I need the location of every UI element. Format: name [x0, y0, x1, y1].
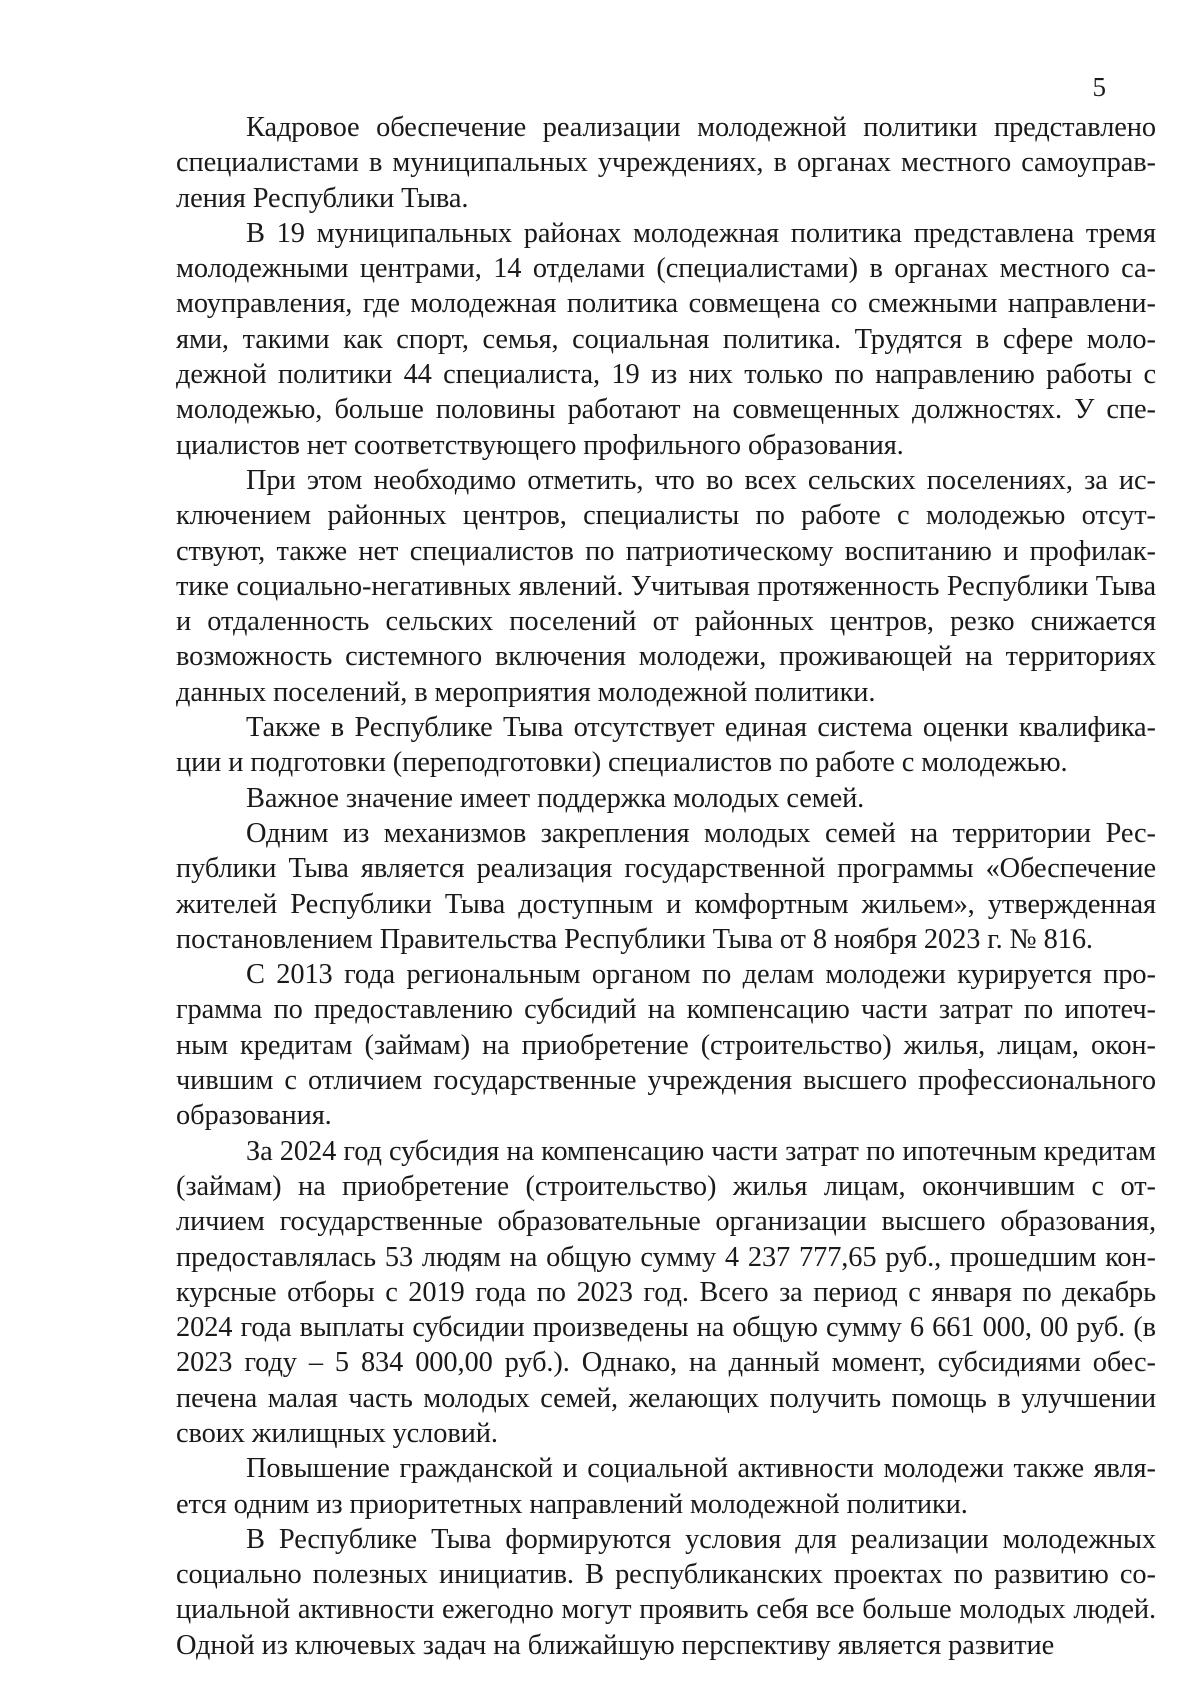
paragraph-staffing: Кадровое обеспечение реализации молодежной политики представлено специалистами в муниципальных учреждениях, в органах местного самоуправления Республики Тыва.	[176, 112, 1156, 214]
page-number: 5	[1092, 72, 1106, 102]
paragraph-mortgage-subsidy-program: С 2013 года региональным органом по делам молодежи курируется программа по предоставлению субсидий на компенсацию части затрат по ипотечным кредитам (займам) на приобретение (строительство) жилья, лицам, окончившим с отличием государственные учреждения высшего профессионального образования.	[176, 959, 1156, 1132]
paragraph-subsidy-2024: За 2024 год субсидия на компенсацию части затрат по ипотечным кредитам (займам) на приобретение (строительство) жилья лицам, окончившим с отличием государственные образовательные организации высшего образования, предоставлялась 53 людям на общую сумму 4 237 777,65 руб., прошедшим конкурсные отборы с 2019 года по 2023 год. Всего за период с января по декабрь 2024 года выплаты субсидии произведены на общую сумму 6 661 000, 00 руб. (в 2023 году – 5 834 000,00 руб.). Однако, на данный момент, субсидиями обеспечена малая часть молодых семей, желающих получить помощь в улучшении своих жилищных условий.	[176, 1135, 1156, 1449]
paragraph-youth-initiatives: В Республике Тыва формируются условия для реализации молодежных социально полезных инициатив. В республиканских проектах по развитию социальной активности ежегодно могут проявить себя все больше молодых людей. Одной из ключевых задач на ближайшую перспективу является развитие	[176, 1523, 1156, 1661]
document-body	[176, 110, 1156, 1663]
paragraph-housing-program: Одним из механизмов закрепления молодых семей на территории Республики Тыва является реализация государственной программы «Обеспечение жителей Республики Тыва доступным и комфортным жильем», утвержденная постановлением Правительства Республики Тыва от 8 ноября 2023 г. № 816.	[176, 817, 1156, 955]
paragraph-civic-activity: Повышение гражданской и социальной активности молодежи также является одним из приоритетных направлений молодежной политики.	[176, 1453, 1156, 1520]
paragraph-young-families: Важное значение имеет поддержка молодых семей.	[246, 782, 865, 814]
paragraph-rural-settlements: При этом необходимо отметить, что во всех сельских поселениях, за исключением районных центров, специалисты по работе с молодежью отсутствуют, также нет специалистов по патриотическому воспитанию и профилактике социально-негативных явлений. Учитывая протяженность Республики Тыва и отдаленность сельских поселений от районных центров, резко снижается возможность системного включения молодежи, проживающей на территориях данных поселений, в мероприятия молодежной политики.	[176, 464, 1156, 708]
paragraph-qualification-system: Также в Республике Тыва отсутствует единая система оценки квалификации и подготовки (переподготовки) специалистов по работе с молодежью.	[176, 712, 1156, 779]
paragraph-municipal-districts: В 19 муниципальных районах молодежная политика представлена тремя молодежными центрами, 14 отделами (специалистами) в органах местного самоуправления, где молодежная политика совмещена со смежными направлениями, такими как спорт, семья, социальная политика. Трудятся в сфере молодежной политики 44 специалиста, 19 из них только по направлению работы с молодежью, больше половины работают на совмещенных должностях. У специалистов нет соответствующего профильного образования.	[176, 217, 1156, 461]
